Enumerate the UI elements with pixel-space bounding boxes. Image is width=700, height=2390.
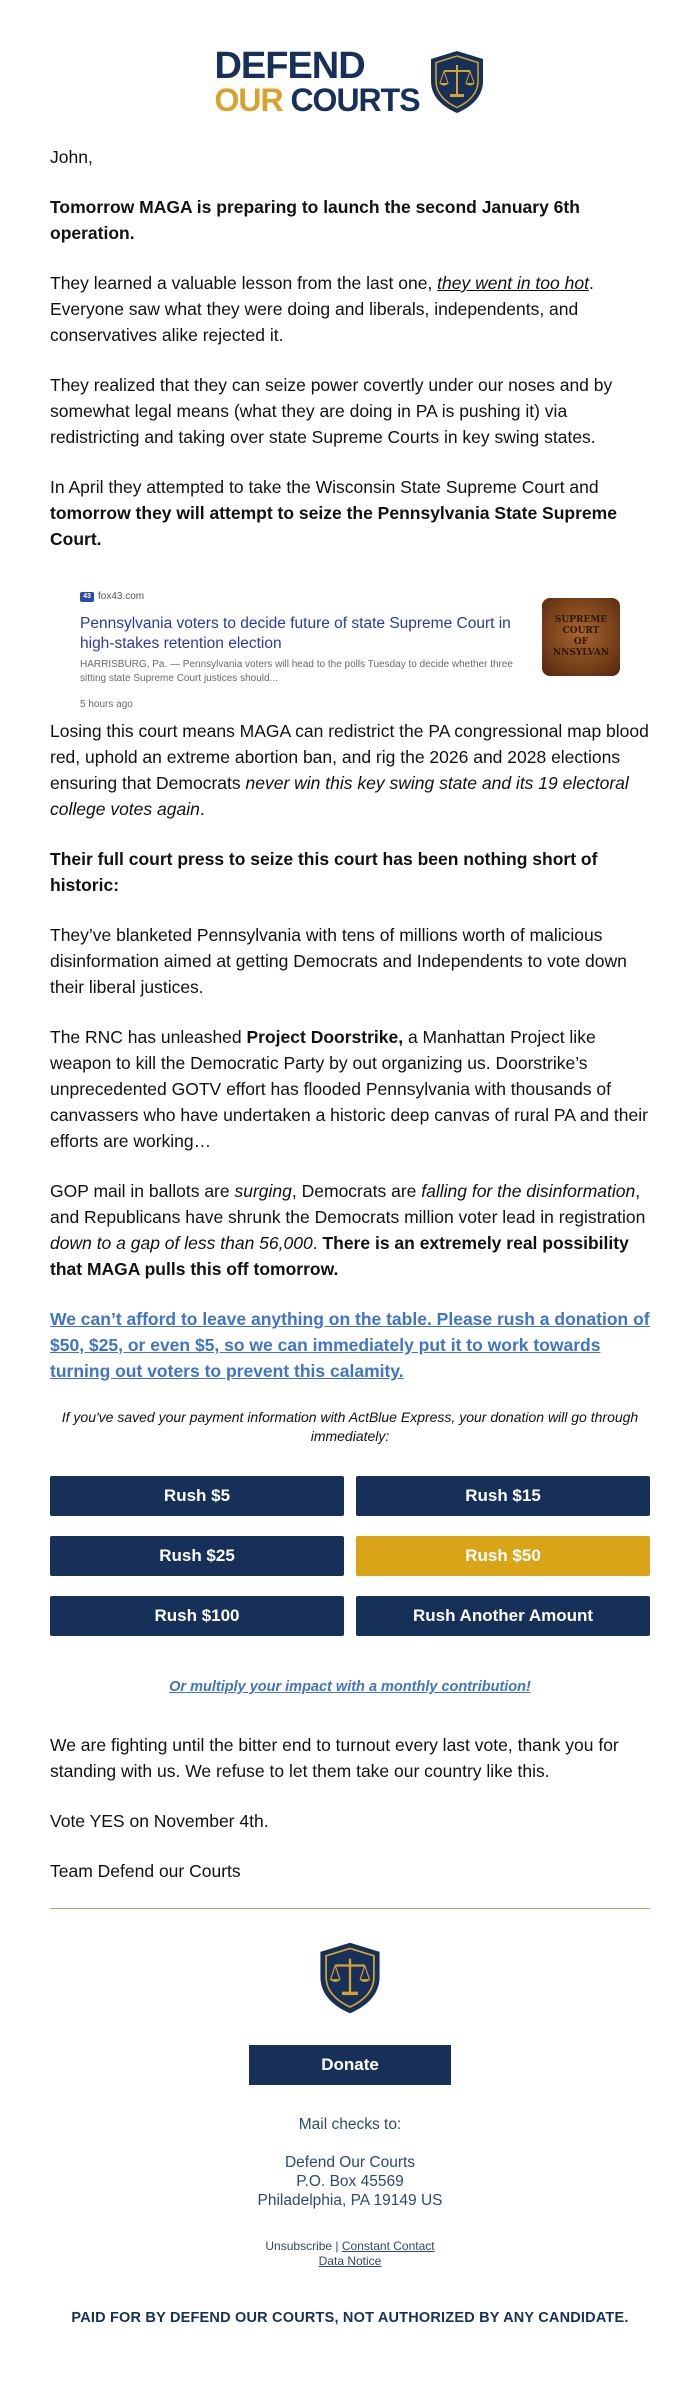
- text-segment: The RNC has unleashed: [50, 1027, 247, 1047]
- text-segment: . Everyone saw what they were doing and liberals, independents, and conservatives alike rejected it.: [50, 273, 594, 345]
- text-bold: There is an extremely real possibility that MAGA pulls this off tomorrow.: [50, 1233, 629, 1279]
- data-notice-link[interactable]: Data Notice: [318, 2254, 382, 2268]
- scales-shield-icon: [428, 49, 486, 115]
- donation-button-grid: [50, 1476, 650, 1636]
- too-hot-link[interactable]: they went in too hot: [437, 273, 589, 293]
- text-segment: .: [199, 799, 205, 819]
- paragraph-april: [50, 474, 650, 552]
- donate-button[interactable]: Donate: [249, 2045, 451, 2085]
- constant-contact-link[interactable]: Constant Contact: [341, 2239, 435, 2253]
- thumb-line: NNSYLVAN: [552, 648, 610, 658]
- logo-line-defend: DEFEND: [214, 44, 365, 87]
- footer-divider: [50, 1908, 650, 1909]
- text-bold: tomorrow they will attempt to seize the Pennsylvania State Supreme Court.: [50, 503, 617, 549]
- rush-5-button[interactable]: Rush $5: [50, 1476, 344, 1516]
- news-source: [80, 584, 532, 610]
- email-body: [0, 144, 700, 2331]
- footer-links: [50, 2239, 650, 2269]
- news-snippet: HARRISBURG, Pa. — Pennsylvania voters will head to the polls Tuesday to decide whether three sitting state Supreme Court justices should...: [80, 659, 513, 684]
- mail-box: P.O. Box 45569: [296, 2173, 404, 2190]
- text-segment: GOP mail in ballots are: [50, 1181, 235, 1201]
- news-thumbnail: [542, 598, 620, 676]
- news-card-text: [80, 584, 532, 710]
- mailing-address: [50, 2115, 650, 2210]
- text-italic: surging: [234, 1181, 292, 1201]
- news-time: 5 hours ago: [80, 699, 133, 710]
- paragraph-mail-ballots: [50, 1178, 650, 1282]
- fox43-logo-icon: 43: [80, 592, 94, 602]
- link-separator: |: [335, 2239, 339, 2253]
- logo-our: OUR: [214, 81, 283, 118]
- paragraph-cta: [50, 1306, 650, 1384]
- paragraph-vote-yes: Vote YES on November 4th.: [50, 1811, 269, 1831]
- thumb-line: SUPREME: [554, 615, 608, 625]
- rush-15-button[interactable]: Rush $15: [356, 1476, 650, 1516]
- paragraph-intro: Tomorrow MAGA is preparing to launch the second January 6th operation.: [50, 197, 580, 243]
- text-segment: a Manhattan Project like weapon to kill the Democratic Party by out organizing us. Doorstrike’s unprecedented GOTV effort has flooded Pennsylvania with thousands of canvassers who have undertaken a historic deep canvas of rural PA and their efforts are working…: [50, 1027, 648, 1151]
- paragraph-doorstrike: [50, 1024, 650, 1154]
- paragraph-covert: They realized that they can seize power covertly under our noses and by somewhat legal means (what they are doing in PA is pushing it) via redistricting and taking over state Supreme Courts in key swing states.: [50, 375, 613, 447]
- rush-100-button[interactable]: Rush $100: [50, 1596, 344, 1636]
- unsubscribe-link[interactable]: Unsubscribe: [265, 2239, 333, 2253]
- text-segment: In April they attempted to take the Wisconsin State Supreme Court and: [50, 477, 599, 497]
- text-italic: falling for the disinformation: [421, 1181, 636, 1201]
- paragraph-lesson: [50, 270, 650, 348]
- paragraph-consequences: [50, 718, 650, 822]
- header-logo[interactable]: [0, 0, 700, 126]
- mail-org: Defend Our Courts: [284, 2154, 416, 2171]
- salutation: John,: [50, 147, 93, 167]
- text-bold: Project Doorstrike,: [246, 1027, 404, 1047]
- thumb-line: COURT: [562, 626, 600, 636]
- logo-courts: COURTS: [290, 81, 420, 118]
- mail-checks-label: Mail checks to:: [298, 2116, 402, 2133]
- news-card-image[interactable]: [70, 576, 630, 710]
- monthly-contribution-link[interactable]: Or multiply your impact with a monthly contribution!: [169, 1679, 531, 1695]
- mail-city: Philadelphia, PA 19149 US: [257, 2192, 443, 2209]
- paragraph-disinformation: They’ve blanketed Pennsylvania with tens of millions worth of malicious disinformation aimed at getting Democrats and Independents to vote down their liberal justices.: [50, 925, 627, 997]
- paragraph-historic: Their full court press to seize this court has been nothing short of historic:: [50, 849, 598, 895]
- text-segment: Losing this court means MAGA can redistrict the PA congressional map blood red, uphold an extreme abortion ban, and rig the 2026 and 2028 elections ensuring that Democrats: [50, 721, 649, 793]
- logo-wordmark: [214, 44, 420, 118]
- text-segment: They learned a valuable lesson from the last one,: [50, 273, 438, 293]
- text-italic: down to a gap of less than 56,000: [50, 1233, 313, 1253]
- rush-50-button[interactable]: Rush $50: [356, 1536, 650, 1576]
- paid-for-disclaimer: PAID FOR BY DEFEND OUR COURTS, NOT AUTHORIZED BY ANY CANDIDATE.: [71, 2310, 629, 2326]
- rush-25-button[interactable]: Rush $25: [50, 1536, 344, 1576]
- logo-line-our-courts: [214, 81, 420, 118]
- thumb-line: OF: [573, 637, 589, 647]
- footer-donate: [50, 2045, 650, 2085]
- text-segment: , and Republicans have shrunk the Democrats million voter lead in registration: [50, 1181, 646, 1227]
- footer-logo: [50, 1939, 650, 2017]
- text-segment: .: [312, 1233, 323, 1253]
- paragraph-closing: We are fighting until the bitter end to turnout every last vote, thank you for standing with us. We refuse to let them take our country like this.: [50, 1735, 619, 1781]
- news-headline: Pennsylvania voters to decide future of state Supreme Court in high-stakes retention election: [80, 615, 511, 652]
- signature: Team Defend our Courts: [50, 1861, 241, 1881]
- text-italic: never win this key swing state and its 19 electoral college votes again: [50, 773, 629, 819]
- rush-other-amount-button[interactable]: Rush Another Amount: [356, 1596, 650, 1636]
- monthly-contribution: [50, 1672, 650, 1700]
- actblue-note: If you've saved your payment information with ActBlue Express, your donation will go through immediately:: [61, 1409, 639, 1444]
- donation-cta-link[interactable]: We can’t afford to leave anything on the table. Please rush a donation of $50, $25, or even $5, so we can immediately put it to work towards turning out voters to prevent this calamity.: [50, 1309, 650, 1381]
- footer-scales-shield-icon: [317, 1939, 383, 2017]
- text-segment: , Democrats are: [291, 1181, 422, 1201]
- news-source-name: fox43.com: [98, 591, 145, 602]
